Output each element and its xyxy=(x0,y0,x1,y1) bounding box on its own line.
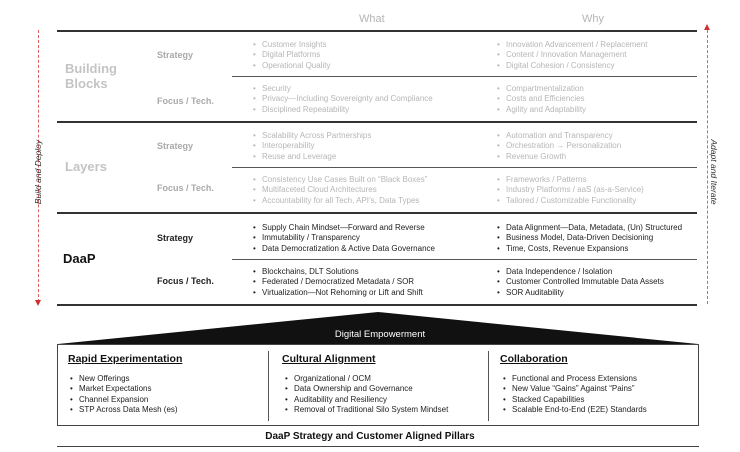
section-divider xyxy=(57,304,697,306)
list-item: • Operational Quality xyxy=(253,61,330,71)
list-item: • Customer Insights xyxy=(253,40,330,50)
adapt-iterate-label: Adapt and Iterate xyxy=(709,139,719,205)
list-item: • Security xyxy=(253,84,433,94)
row-label-strategy: Strategy xyxy=(157,50,194,60)
building-blocks-focus-why-list xyxy=(497,84,586,115)
building-blocks-strategy-why-list xyxy=(497,40,647,71)
list-item: • Blockchains, DLT Solutions xyxy=(253,267,423,277)
pillar-cultural-alignment-list xyxy=(285,374,448,415)
daap-strategy-what-list xyxy=(253,223,435,254)
footer-title: DaaP Strategy and Customer Aligned Pillars xyxy=(265,431,475,442)
list-item: • Consistency Use Cases Built on “Black Boxes” xyxy=(253,175,427,185)
list-item: • Digital Cohesion / Consistency xyxy=(497,61,647,71)
list-item: • Tailored / Customizable Functionality xyxy=(497,196,644,206)
column-header-why: Why xyxy=(582,13,604,25)
layers-strategy-why-list xyxy=(497,131,621,162)
list-item: • Disciplined Repeatability xyxy=(253,105,433,115)
list-item: • Frameworks / Patterns xyxy=(497,175,644,185)
row-divider xyxy=(232,259,697,260)
row-divider xyxy=(232,167,697,168)
daap-focus-why-list xyxy=(497,267,664,298)
column-header-what: What xyxy=(359,13,385,25)
list-item: • Supply Chain Mindset—Forward and Reverse xyxy=(253,223,435,233)
pillar-title-rapid-experimentation: Rapid Experimentation xyxy=(68,353,183,365)
list-item: • Interoperability xyxy=(253,141,371,151)
list-item: • Scalable End-to-End (E2E) Standards xyxy=(503,405,647,415)
roof-triangle xyxy=(58,310,698,346)
list-item: • Data Alignment—Data, Metadata, (Un) Structured xyxy=(497,223,682,233)
list-item: • Channel Expansion xyxy=(70,395,178,405)
pillar-collaboration-list xyxy=(503,374,647,415)
section-divider xyxy=(57,30,697,32)
list-item: • Customer Controlled Immutable Data Assets xyxy=(497,277,664,287)
building-blocks-strategy-what-list xyxy=(253,40,330,71)
roof-label: Digital Empowerment xyxy=(334,329,426,340)
footer-underline xyxy=(57,446,699,447)
list-item: • Time, Costs, Revenue Expansions xyxy=(497,244,682,254)
layers-focus-why-list xyxy=(497,175,644,206)
list-item: • Revenue Growth xyxy=(497,152,621,162)
list-item: • Data Independence / Isolation xyxy=(497,267,664,277)
list-item: • Functional and Process Extensions xyxy=(503,374,647,384)
section-divider xyxy=(57,212,697,214)
pillar-rapid-experimentation-list xyxy=(70,374,178,415)
daap-focus-what-list xyxy=(253,267,423,298)
section-divider xyxy=(57,121,697,123)
list-item: • Federated / Democratized Metadata / SOR xyxy=(253,277,423,287)
section-title-daap: DaaP xyxy=(63,251,96,266)
row-label-focus-tech: Focus / Tech. xyxy=(157,183,214,193)
list-item: • New Value “Gains” Against “Pains” xyxy=(503,384,647,394)
list-item: • Accountability for all Tech, API’s, Data Types xyxy=(253,196,427,206)
list-item: • Organizational / OCM xyxy=(285,374,448,384)
list-item: • Automation and Transparency xyxy=(497,131,621,141)
list-item: • Compartmentalization xyxy=(497,84,586,94)
list-item: • Data Democratization & Active Data Governance xyxy=(253,244,435,254)
list-item: • Privacy—Including Sovereignty and Compliance xyxy=(253,94,433,104)
row-label-strategy: Strategy xyxy=(157,233,194,243)
list-item: • Virtualization—Not Rehoming or Lift and Shift xyxy=(253,288,423,298)
row-label-focus-tech: Focus / Tech. xyxy=(157,276,214,286)
list-item: • Removal of Traditional Silo System Mindset xyxy=(285,405,448,415)
list-item: • Innovation Advancement / Replacement xyxy=(497,40,647,50)
row-divider xyxy=(232,76,697,77)
layers-focus-what-list xyxy=(253,175,427,206)
list-item: • Industry Platforms / aaS (as-a-Service) xyxy=(497,185,644,195)
list-item: • Costs and Efficiencies xyxy=(497,94,586,104)
row-label-focus-tech: Focus / Tech. xyxy=(157,96,214,106)
section-title-building-blocks: Building Blocks xyxy=(65,61,117,91)
section-title-layers: Layers xyxy=(65,159,107,174)
list-item: • Data Ownership and Governance xyxy=(285,384,448,394)
daap-strategy-why-list xyxy=(497,223,682,254)
list-item: • Business Model, Data-Driven Decisioning xyxy=(497,233,682,243)
list-item: • Content / Innovation Management xyxy=(497,50,647,60)
list-item: • Reuse and Leverage xyxy=(253,152,371,162)
build-deploy-label: Build and Deploy xyxy=(33,139,43,205)
building-blocks-focus-what-list xyxy=(253,84,433,115)
list-item: • Agility and Adaptability xyxy=(497,105,586,115)
list-item: • Auditability and Resiliency xyxy=(285,395,448,405)
list-item: • Market Expectations xyxy=(70,384,178,394)
list-item: • Immutability / Transparency xyxy=(253,233,435,243)
list-item: • Scalability Across Partnerships xyxy=(253,131,371,141)
pillar-divider xyxy=(268,351,269,421)
pillar-title-cultural-alignment: Cultural Alignment xyxy=(282,353,376,365)
list-item: • Digital Platforms xyxy=(253,50,330,60)
list-item: • STP Across Data Mesh (es) xyxy=(70,405,178,415)
layers-strategy-what-list xyxy=(253,131,371,162)
list-item: • Stacked Capabilities xyxy=(503,395,647,405)
list-item: • Multifaceted Cloud Architectures xyxy=(253,185,427,195)
row-label-strategy: Strategy xyxy=(157,141,194,151)
list-item: • SOR Auditability xyxy=(497,288,664,298)
pillar-divider xyxy=(488,351,489,421)
list-item: • Orchestration → Personalization xyxy=(497,141,621,151)
list-item: • New Offerings xyxy=(70,374,178,384)
pillar-title-collaboration: Collaboration xyxy=(500,353,568,365)
